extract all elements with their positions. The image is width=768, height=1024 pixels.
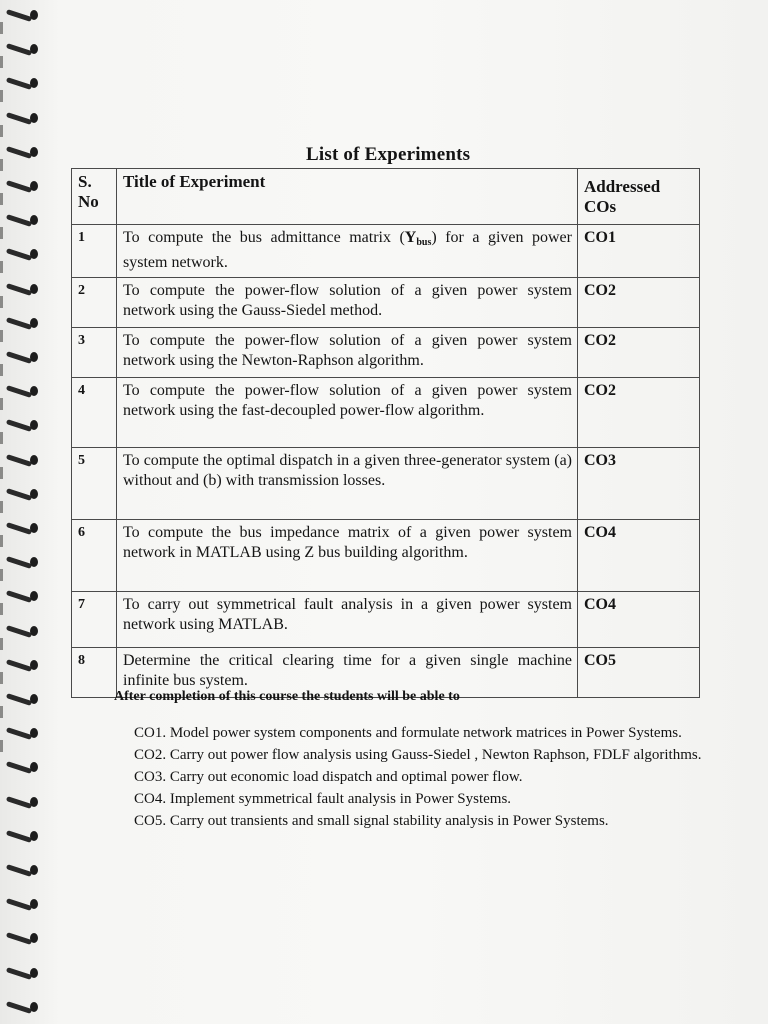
- table-header-row: [72, 169, 700, 225]
- page-edge-mark: [0, 603, 3, 615]
- binding-ring: [6, 76, 36, 91]
- page-edge-mark: [0, 706, 3, 718]
- list-item: CO1. Model power system components and formulate network matrices in Power Systems.: [134, 725, 682, 741]
- binding-ring: [6, 8, 36, 23]
- binding-ring: [6, 829, 36, 844]
- experiment-title: To carry out symmetrical fault analysis in a given power system network using MATLAB.: [117, 592, 578, 648]
- table-row: [72, 278, 700, 328]
- experiment-title: To compute the optimal dispatch in a given three-generator system (a) without and (b) with transmission losses.: [117, 448, 578, 520]
- table-row: [72, 520, 700, 592]
- page-edge-mark: [0, 193, 3, 205]
- page-edge-mark: [0, 56, 3, 68]
- list-item: CO2. Carry out power flow analysis using Gauss-Siedel , Newton Raphson, FDLF algorithms.: [134, 747, 702, 763]
- binding-ring: [6, 316, 36, 331]
- binding-ring: [6, 42, 36, 57]
- row-number: 2: [72, 278, 117, 328]
- page-edge-mark: [0, 638, 3, 650]
- binding-ring: [6, 145, 36, 160]
- experiment-title: [117, 225, 578, 278]
- header-sno: S. No: [72, 169, 117, 225]
- binding-ring: [6, 521, 36, 536]
- binding-ring: [6, 487, 36, 502]
- table-row: [72, 592, 700, 648]
- page-edge-mark: [0, 398, 3, 410]
- row-number: 5: [72, 448, 117, 520]
- page-edge-mark: [0, 740, 3, 752]
- addressed-co: CO1: [578, 225, 700, 278]
- binding-ring: [6, 453, 36, 468]
- header-title: Title of Experiment: [117, 169, 578, 225]
- binding-ring: [6, 282, 36, 297]
- row-number: 7: [72, 592, 117, 648]
- page-edge-mark: [0, 330, 3, 342]
- ybus-subscript: bus: [416, 237, 432, 248]
- addressed-co: CO3: [578, 448, 700, 520]
- addressed-co: CO5: [578, 648, 700, 698]
- binding-ring: [6, 247, 36, 262]
- experiment-title: To compute the power-flow solution of a given power system network using the fast-decoupled power-flow algorithm.: [117, 378, 578, 448]
- outcomes-heading: After completion of this course the students will be able to: [114, 689, 460, 704]
- binding-ring: [6, 966, 36, 981]
- binding-ring: [6, 897, 36, 912]
- binding-ring: [6, 692, 36, 707]
- binding-ring: [6, 726, 36, 741]
- row-number: 8: [72, 648, 117, 698]
- binding-ring: [6, 589, 36, 604]
- table-row: [72, 378, 700, 448]
- binding-ring: [6, 863, 36, 878]
- course-outcomes-list: [134, 722, 734, 832]
- binding-ring: [6, 931, 36, 946]
- experiments-table: [71, 168, 700, 698]
- page-edge-mark: [0, 159, 3, 171]
- page-edge-mark: [0, 125, 3, 137]
- table-row: [72, 225, 700, 278]
- page-edge-mark: [0, 501, 3, 513]
- title-text: ) for a given power system network.: [123, 229, 572, 271]
- binding-ring: [6, 1000, 36, 1015]
- header-cos: Addressed COs: [578, 169, 700, 225]
- list-item: CO4. Implement symmetrical fault analysis in Power Systems.: [134, 791, 512, 807]
- addressed-co: CO2: [578, 378, 700, 448]
- title-text: To compute the bus admittance matrix (: [123, 229, 405, 246]
- experiment-title: To compute the power-flow solution of a given power system network using the Gauss-Siedel method.: [117, 278, 578, 328]
- page-edge-mark: [0, 227, 3, 239]
- page-edge-mark: [0, 467, 3, 479]
- binding-ring: [6, 658, 36, 673]
- binding-ring: [6, 213, 36, 228]
- spiral-binding: [0, 0, 48, 1024]
- page-edge-mark: [0, 364, 3, 376]
- binding-ring: [6, 350, 36, 365]
- row-number: 4: [72, 378, 117, 448]
- addressed-co: CO2: [578, 278, 700, 328]
- row-number: 6: [72, 520, 117, 592]
- page-edge-mark: [0, 569, 3, 581]
- page-edge-mark: [0, 535, 3, 547]
- row-number: 1: [72, 225, 117, 278]
- page-edge-mark: [0, 672, 3, 684]
- page-edge-mark: [0, 296, 3, 308]
- table-row: [72, 328, 700, 378]
- page-edge-mark: [0, 261, 3, 273]
- binding-ring: [6, 384, 36, 399]
- experiment-title: To compute the power-flow solution of a given power system network using the Newton-Raphson algorithm.: [117, 328, 578, 378]
- page-edge-mark: [0, 432, 3, 444]
- addressed-co: CO4: [578, 520, 700, 592]
- table-row: [72, 448, 700, 520]
- binding-ring: [6, 795, 36, 810]
- list-item: CO3. Carry out economic load dispatch and optimal power flow.: [134, 769, 523, 785]
- binding-ring: [6, 179, 36, 194]
- addressed-co: CO4: [578, 592, 700, 648]
- binding-ring: [6, 624, 36, 639]
- experiment-title: To compute the bus impedance matrix of a given power system network in MATLAB using Z bus building algorithm.: [117, 520, 578, 592]
- binding-ring: [6, 555, 36, 570]
- experiment-title: Determine the critical clearing time for a given single machine infinite bus system.: [117, 648, 578, 698]
- row-number: 3: [72, 328, 117, 378]
- page-edge-mark: [0, 22, 3, 34]
- page-edge-mark: [0, 90, 3, 102]
- binding-ring: [6, 760, 36, 775]
- addressed-co: CO2: [578, 328, 700, 378]
- ybus-symbol: Y: [404, 229, 417, 246]
- page-title: List of Experiments: [306, 144, 471, 165]
- binding-ring: [6, 418, 36, 433]
- list-item: CO5. Carry out transients and small signal stability analysis in Power Systems.: [134, 813, 609, 829]
- binding-ring: [6, 111, 36, 126]
